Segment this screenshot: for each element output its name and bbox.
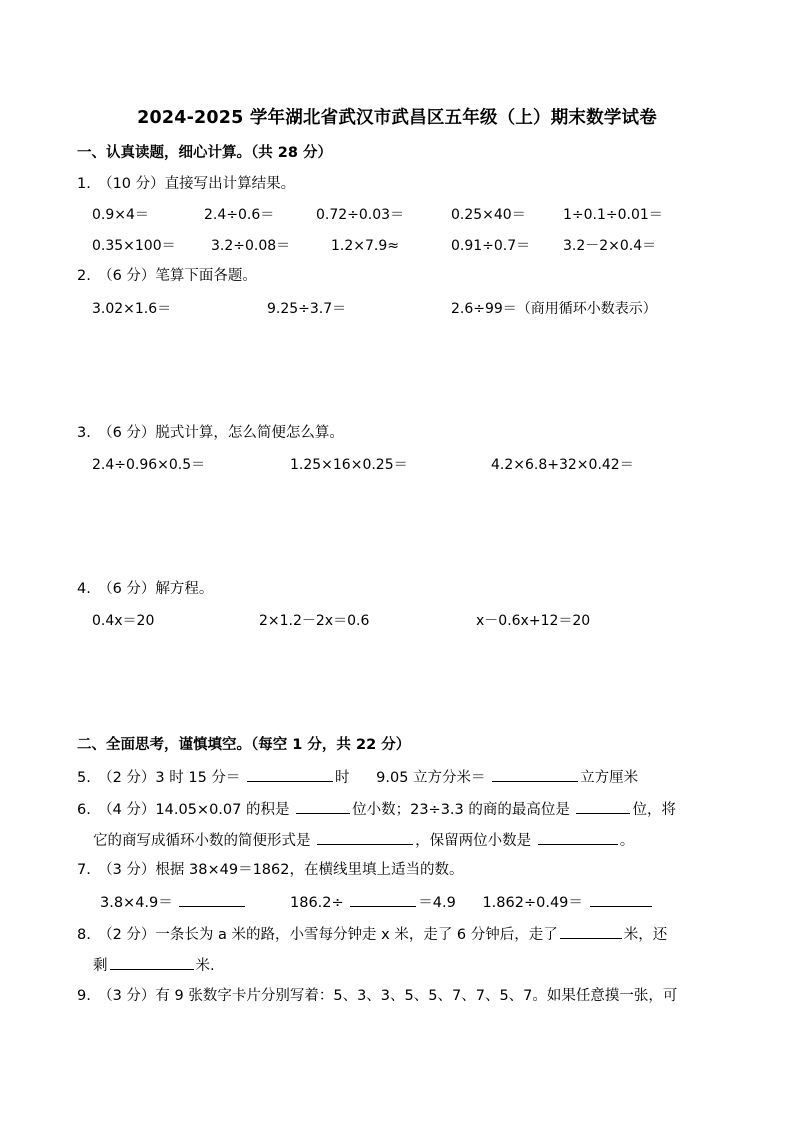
answer-blank[interactable]: [179, 892, 245, 907]
q1-item: 1÷0.1÷0.01＝: [563, 207, 663, 223]
q8-line-2: [93, 955, 215, 975]
q8-text: 米，还: [623, 927, 668, 943]
q2-item: 2.6÷99＝（商用循环小数表示）: [451, 301, 657, 317]
answer-blank[interactable]: [110, 955, 194, 970]
q4-label: 4. （6 分）解方程。: [77, 581, 214, 597]
answer-blank[interactable]: [350, 892, 416, 907]
q4-item: 2×1.2－2x＝0.6: [259, 613, 370, 629]
answer-blank[interactable]: [560, 924, 622, 939]
q6-line-1: [77, 799, 676, 819]
q7-items: [100, 892, 654, 912]
q2-label: 2. （6 分）笔算下面各题。: [77, 268, 257, 284]
q5-text: 9.05 立方分米＝: [376, 770, 486, 786]
q1-item: 3.2÷0.08＝: [211, 238, 291, 254]
q1-item: 0.72÷0.03＝: [316, 207, 405, 223]
q4-item: 0.4x＝20: [92, 613, 155, 629]
q6-text: ，保留两位小数是: [415, 833, 532, 849]
q5-text: 5. （2 分）3 时 15 分＝: [77, 770, 241, 786]
q6-text: 6. （4 分）14.05×0.07 的积是: [77, 802, 290, 818]
q3-item: 4.2×6.8+32×0.42＝: [491, 457, 634, 473]
q6-text: 位，将: [632, 802, 676, 818]
answer-blank[interactable]: [296, 799, 350, 814]
q7-text: 1.862÷0.49＝: [482, 895, 583, 911]
q4-item: x－0.6x+12＝20: [476, 613, 591, 629]
q7-text: 3.8×4.9＝: [100, 895, 173, 911]
q7-text: 186.2÷: [290, 895, 344, 911]
q3-item: 1.25×16×0.25＝: [290, 457, 408, 473]
q1-item: 3.2－2×0.4＝: [563, 238, 657, 254]
section-1-heading: 一、认真读题，细心计算。（共 28 分）: [77, 145, 333, 161]
section-2-heading: 二、全面思考，谨慎填空。（每空 1 分，共 22 分）: [77, 737, 411, 753]
q8-text: 8. （2 分）一条长为 a 米的路，小雪每分钟走 x 米，走了 6 分钟后，走了: [77, 927, 558, 943]
answer-blank[interactable]: [576, 799, 630, 814]
q8-text: 剩: [93, 958, 108, 974]
q6-text: 。: [619, 833, 635, 849]
q1-label: 1. （10 分）直接写出计算结果。: [77, 176, 296, 192]
q9-line-1: 9. （3 分）有 9 张数字卡片分别写着：5、3、3、5、5、7、7、5、7。如果任意摸一张，可: [77, 988, 678, 1004]
page-title: 2024-2025 学年湖北省武汉市武昌区五年级（上）期末数学试卷: [137, 108, 657, 128]
q6-line-2: [93, 830, 634, 850]
q3-item: 2.4÷0.96×0.5＝: [92, 457, 206, 473]
answer-blank[interactable]: [590, 892, 652, 907]
q1-item: 1.2×7.9≈: [331, 238, 399, 254]
q2-item: 9.25÷3.7＝: [267, 301, 347, 317]
q8-text: 米.: [195, 958, 215, 974]
q6-text: 位小数；23÷3.3 的商的最高位是: [352, 802, 570, 818]
q1-item: 0.35×100＝: [92, 238, 176, 254]
q1-item: 0.9×4＝: [92, 207, 149, 223]
q5-text: 立方厘米: [580, 770, 639, 786]
q5-line: [77, 767, 638, 787]
q1-item: 0.25×40＝: [451, 207, 526, 223]
q7-text: ＝4.9: [418, 895, 456, 911]
q7-label: 7. （3 分）根据 38×49＝1862，在横线里填上适当的数。: [77, 862, 464, 878]
q8-line-1: [77, 924, 667, 944]
q1-item: 0.91÷0.7＝: [451, 238, 531, 254]
q2-item: 3.02×1.6＝: [92, 301, 172, 317]
q5-text: 时: [335, 770, 350, 786]
answer-blank[interactable]: [538, 830, 618, 845]
q3-label: 3. （6 分）脱式计算，怎么简便怎么算。: [77, 425, 344, 441]
q6-text: 它的商写成循环小数的简便形式是: [93, 833, 311, 849]
answer-blank[interactable]: [492, 767, 578, 782]
answer-blank[interactable]: [247, 767, 333, 782]
answer-blank[interactable]: [317, 830, 413, 845]
q1-item: 2.4÷0.6＝: [204, 207, 275, 223]
